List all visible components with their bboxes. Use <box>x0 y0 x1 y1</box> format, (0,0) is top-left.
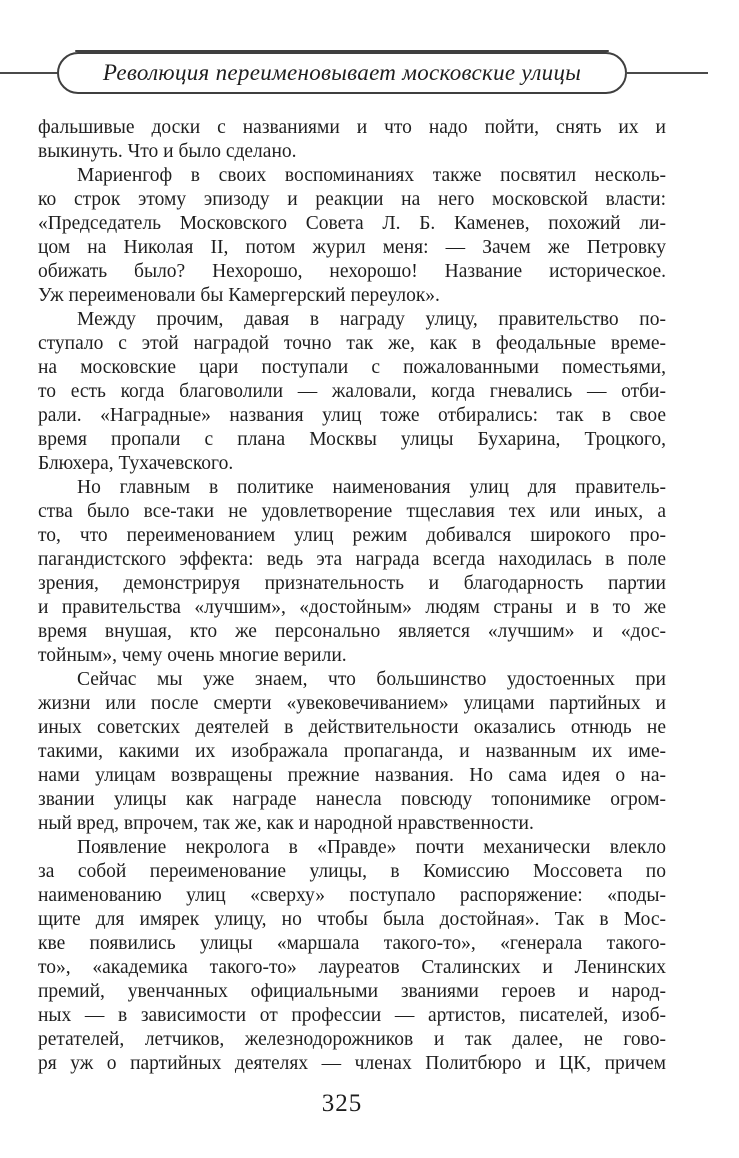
text-line: кве появились улицы «маршала такого-то», «генерала такого- <box>38 933 666 954</box>
text-line: нами улицам возвращены прежние названия. Но сама идея о на- <box>38 765 666 786</box>
chapter-title: Революция переименовывает московские улицы <box>102 60 582 85</box>
text-line: ный вред, впрочем, так же, как и народной нравственности. <box>38 813 534 834</box>
text-line: то», «академика такого-то» лауреатов Сталинских и Ленинских <box>38 957 666 978</box>
text-line: рали. «Наградные» названия улиц тоже отбирались: так в свое <box>38 405 666 426</box>
text-line: Сейчас мы уже знаем, что большинство удостоенных при <box>77 669 666 690</box>
text-line: ства было все-таки не удовлетворение тщеславия тех или иных, а <box>38 501 666 522</box>
text-line: жизни или после смерти «увековечиванием» улицами партийных и <box>38 693 666 714</box>
header-rule-right <box>625 72 708 74</box>
text-line: Уж переименовали бы Камергерский переулок». <box>38 285 440 306</box>
text-line: выкинуть. Что и было сделано. <box>38 141 297 162</box>
text-line: фальшивые доски с названиями и что надо пойти, снять их и <box>38 117 666 138</box>
text-line: тойным», чему очень многие верили. <box>38 645 347 666</box>
text-line: ко строк этому эпизоду и реакции на него московской власти: <box>38 189 666 210</box>
text-line: премий, увенчанных официальными званиями героев и народ- <box>38 981 666 1002</box>
header-rule-left <box>0 72 59 74</box>
text-line: время пропали с плана Москвы улицы Бухарина, Троцкого, <box>38 429 666 450</box>
page-number: 325 <box>321 1090 363 1117</box>
text-line: Но главным в политике наименования улиц для правитель- <box>77 477 666 498</box>
text-line: щите для имярек улицу, но чтобы была достойная». Так в Мос- <box>38 909 666 930</box>
text-line: пагандистского эффекта: ведь эта награда всегда находилась в поле <box>38 549 666 570</box>
text-line: то, что переименованием улиц режим добивался широкого про- <box>38 525 666 546</box>
text-line: ретателей, летчиков, железнодорожников и так далее, не гово- <box>38 1029 666 1050</box>
text-line: ря уж о партийных деятелях — членах Политбюро и ЦК, причем <box>38 1053 666 1074</box>
text-line: то есть когда благоволили — жаловали, когда гневались — отби- <box>38 381 666 402</box>
text-line: Между прочим, давая в награду улицу, правительство по- <box>77 309 666 330</box>
chapter-title-frame <box>57 52 627 94</box>
text-line: звании улицы как награде нанесла повсюду топонимике огром- <box>38 789 666 810</box>
body-text <box>38 116 666 1076</box>
paragraph <box>38 836 666 1076</box>
text-line: «Председатель Московского Совета Л. Б. Каменев, похожий ли- <box>38 213 666 234</box>
text-line: иных советских деятелей в действительности оказались отнюдь не <box>38 717 666 738</box>
text-line: на московские цари поступали с пожалованными поместьями, <box>38 357 666 378</box>
paragraph <box>38 476 666 668</box>
text-line: наименованию улиц «сверху» поступало распоряжение: «поды- <box>38 885 666 906</box>
text-line: обижать было? Нехорошо, нехорошо! Название историческое. <box>38 261 666 282</box>
text-line: Появление некролога в «Правде» почти механически влекло <box>77 837 666 858</box>
paragraph <box>38 668 666 836</box>
text-line: за собой переименование улицы, в Комиссию Моссовета по <box>38 861 666 882</box>
text-line: ных — в зависимости от профессии — артистов, писателей, изоб- <box>38 1005 666 1026</box>
chapter-header <box>0 51 739 95</box>
paragraph <box>38 308 666 476</box>
text-line: Блюхера, Тухачевского. <box>38 453 234 474</box>
paragraph <box>38 164 666 308</box>
text-line: Мариенгоф в своих воспоминаниях также посвятил несколь- <box>77 165 666 186</box>
text-line: зрения, демонстрируя признательность и благодарность партии <box>38 573 666 594</box>
text-line: ступало с этой наградой точно так же, как в феодальные време- <box>38 333 666 354</box>
paragraph <box>38 116 666 164</box>
text-line: цом на Николая II, потом журил меня: — Зачем же Петровку <box>38 237 666 258</box>
text-line: и правительства «лучшим», «достойным» людям страны и в то же <box>38 597 666 618</box>
text-line: время внушая, кто же персонально является «лучшим» и «дос- <box>38 621 666 642</box>
text-line: такими, какими их изображала пропаганда, и названным их име- <box>38 741 666 762</box>
